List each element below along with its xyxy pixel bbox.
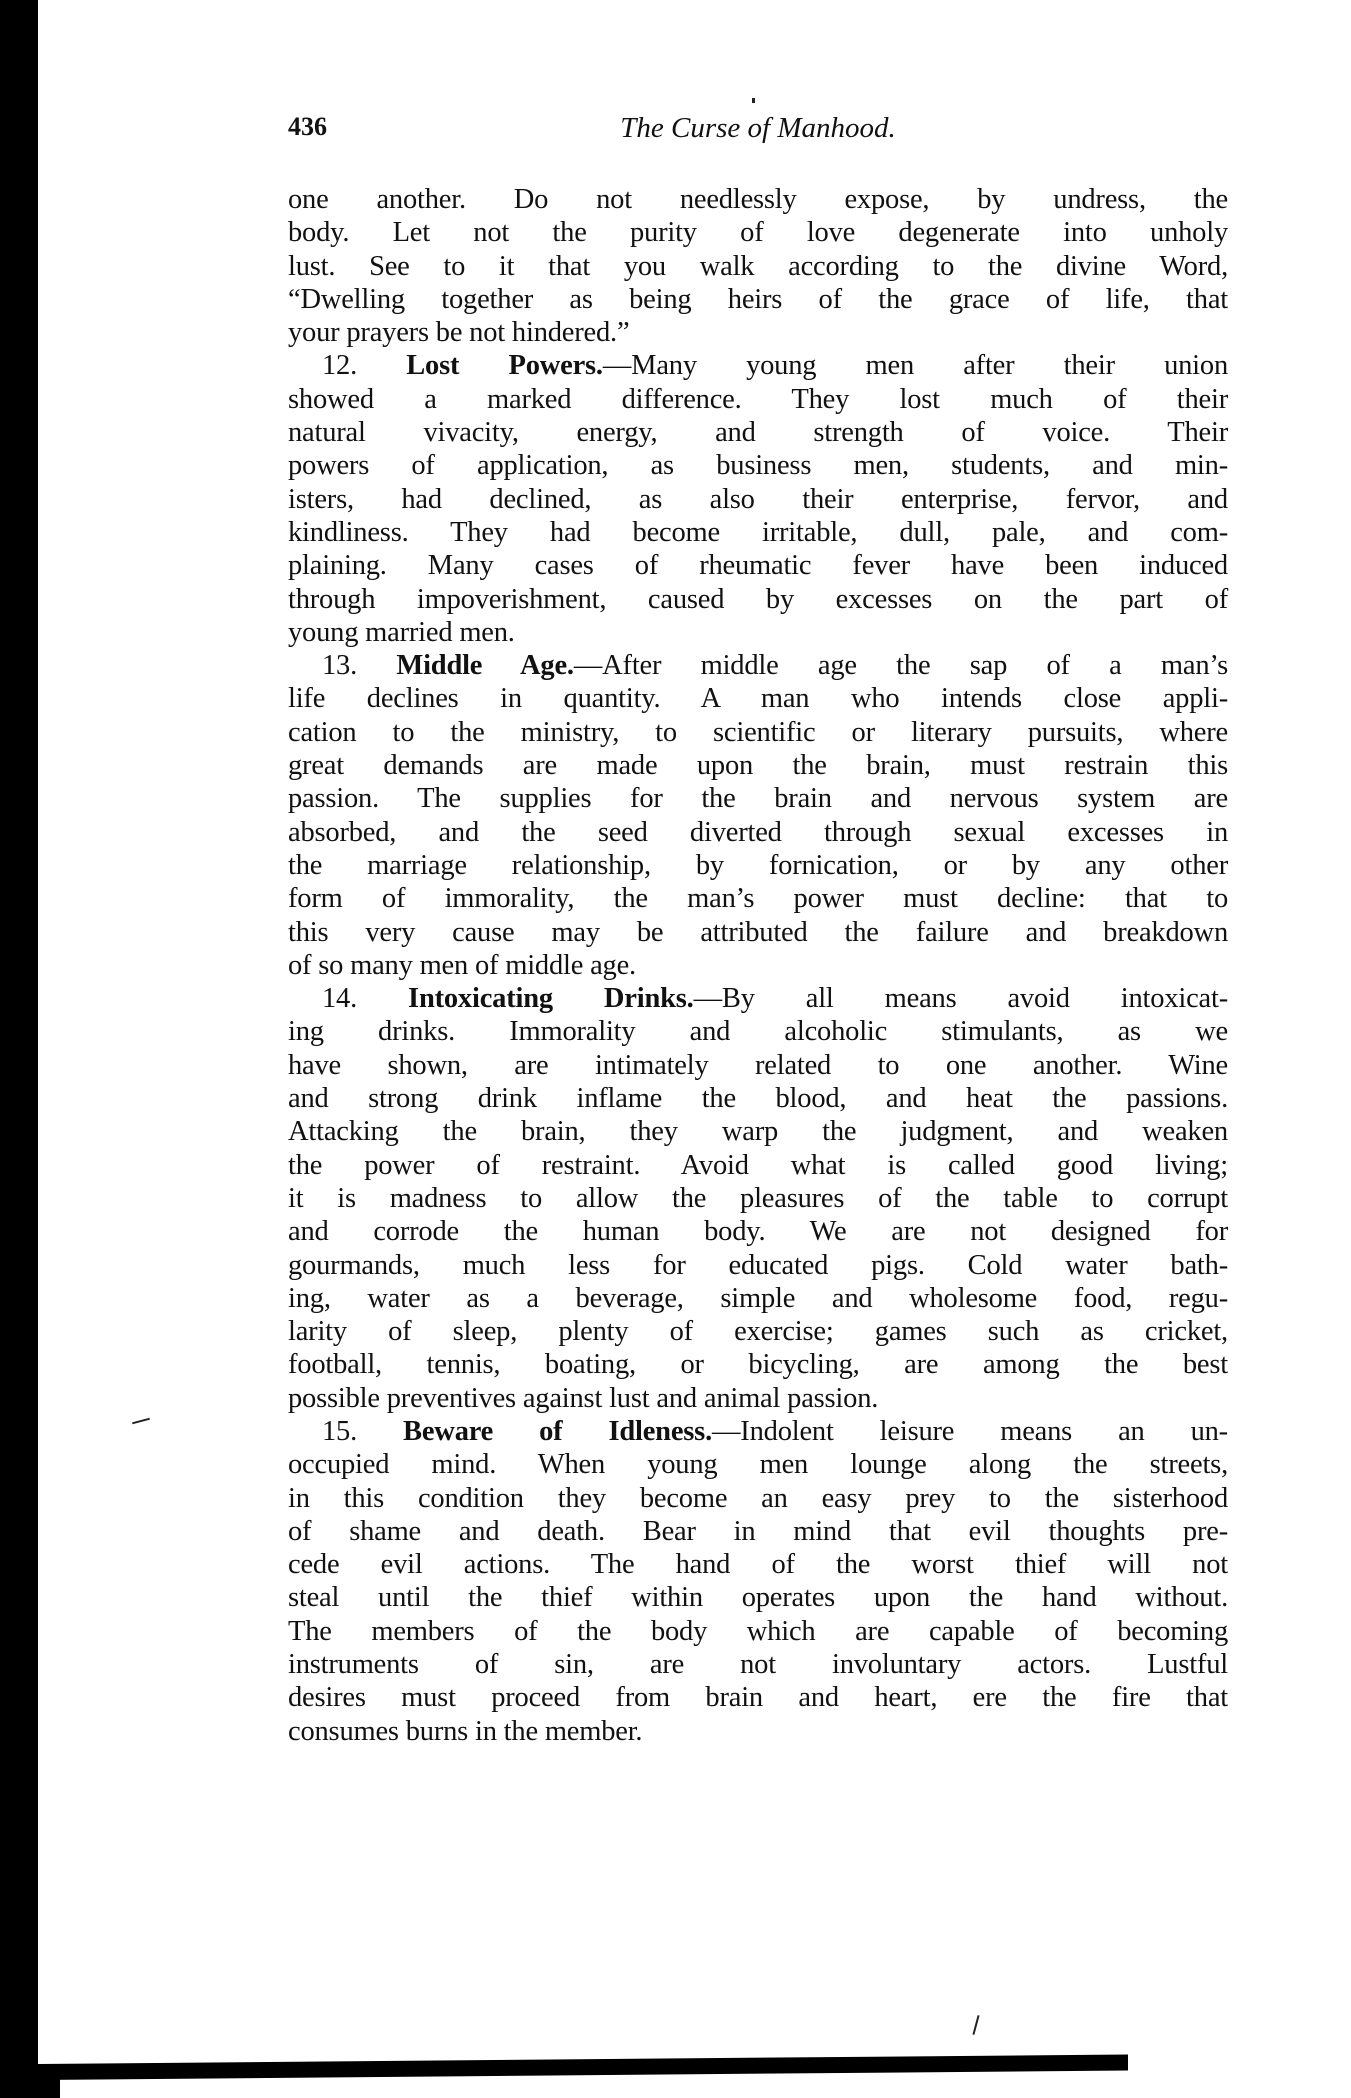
text-line: kindliness. They had become irritable, dull, pale, and com-	[288, 516, 1228, 548]
paragraph	[288, 183, 1228, 349]
text-line: gourmands, much less for educated pigs. Cold water bath-	[288, 1249, 1228, 1281]
text-run: —Many young men after their union	[602, 350, 1228, 382]
text-line: body. Let not the purity of love degenerate into unholy	[288, 217, 1228, 249]
numbered-paragraph	[288, 649, 1228, 982]
text-line: young married men.	[288, 616, 515, 648]
paragraph-heading-line	[288, 349, 1228, 382]
running-title: The Curse of Manhood.	[620, 112, 896, 144]
text-line: isters, had declined, as also their enterprise, fervor, and	[288, 483, 1228, 515]
body-text	[288, 183, 1228, 1748]
text-line: “Dwelling together as being heirs of the grace of life, that	[288, 283, 1228, 315]
text-line: occupied mind. When young men lounge along the streets,	[288, 1449, 1228, 1481]
text-run: —After middle age the sap of a man’s	[573, 650, 1228, 682]
numbered-paragraph	[288, 1415, 1228, 1748]
text-line: and corrode the human body. We are not designed for	[288, 1216, 1228, 1248]
text-line: one another. Do not needlessly expose, by undress, the	[288, 184, 1228, 215]
scan-edge-left	[0, 0, 38, 2098]
text-line: larity of sleep, plenty of exercise; games such as cricket,	[288, 1316, 1228, 1348]
text-line: your prayers be not hindered.”	[288, 317, 630, 349]
paragraph-heading: Beware of Idleness.	[403, 1415, 712, 1447]
text-line: steal until the thief within operates upon the hand without.	[288, 1582, 1228, 1614]
text-line: natural vivacity, energy, and strength of voice. Their	[288, 417, 1228, 449]
text-line: cation to the ministry, to scientific or literary pursuits, where	[288, 716, 1228, 748]
text-line: The members of the body which are capable of becoming	[288, 1615, 1228, 1647]
ink-speck	[752, 98, 755, 103]
text-line: cede evil actions. The hand of the worst thief will not	[288, 1549, 1228, 1581]
text-line: powers of application, as business men, students, and min-	[288, 450, 1228, 482]
text-line: instruments of sin, are not involuntary actors. Lustful	[288, 1649, 1228, 1681]
text-line: lust. See to it that you walk according to the divine Word,	[288, 250, 1228, 282]
text-line: and strong drink inflame the blood, and heat the passions.	[288, 1083, 1228, 1115]
paragraph-heading-line	[288, 982, 1228, 1015]
text-line: have shown, are intimately related to one another. Wine	[288, 1049, 1228, 1081]
paragraph-heading: Intoxicating Drinks.	[408, 983, 694, 1015]
text-line: football, tennis, boating, or bicycling, are among the best	[288, 1349, 1228, 1381]
text-line: absorbed, and the seed diverted through sexual excesses in	[288, 816, 1228, 848]
text-line: this very cause may be attributed the failure and breakdown	[288, 916, 1228, 948]
text-line: in this condition they become an easy prey to the sisterhood	[288, 1482, 1228, 1514]
text-line: of shame and death. Bear in mind that evil thoughts pre-	[288, 1515, 1228, 1547]
text-line: the marriage relationship, by fornication, or by any other	[288, 849, 1228, 881]
text-line: Attacking the brain, they warp the judgment, and weaken	[288, 1116, 1228, 1148]
paragraph-heading-line	[288, 1415, 1228, 1448]
page-number: 436	[288, 112, 327, 141]
text-line: life declines in quantity. A man who intends close appli-	[288, 683, 1228, 715]
ink-mark	[132, 1418, 150, 1425]
paragraph-heading-line	[288, 649, 1228, 682]
text-line: showed a marked difference. They lost much of their	[288, 383, 1228, 415]
paragraph-number: 12.	[322, 350, 358, 382]
text-line: ing, water as a beverage, simple and wholesome food, regu-	[288, 1282, 1228, 1314]
numbered-paragraph	[288, 349, 1228, 649]
text-line: desires must proceed from brain and heart, ere the fire that	[288, 1682, 1228, 1714]
paragraph-heading: Middle Age.	[396, 650, 574, 682]
text-line: form of immorality, the man’s power must decline: that to	[288, 883, 1228, 915]
paragraph-number: 14.	[322, 983, 358, 1015]
text-line: of so many men of middle age.	[288, 949, 636, 981]
paragraph-heading: Lost Powers.	[406, 350, 603, 382]
text-line: the power of restraint. Avoid what is called good living;	[288, 1149, 1228, 1181]
text-line: through impoverishment, caused by excesses on the part of	[288, 583, 1228, 615]
scan-edge-bottom	[38, 2054, 1128, 2080]
text-line: great demands are made upon the brain, must restrain this	[288, 750, 1228, 782]
text-line: possible preventives against lust and animal passion.	[288, 1382, 879, 1414]
text-line: passion. The supplies for the brain and nervous system are	[288, 783, 1228, 815]
text-line: plaining. Many cases of rheumatic fever have been induced	[288, 550, 1228, 582]
text-line: ing drinks. Immorality and alcoholic stimulants, as we	[288, 1016, 1228, 1048]
page-header	[288, 112, 1228, 152]
paragraph-number: 15.	[322, 1415, 358, 1447]
text-run: —By all means avoid intoxicat-	[693, 983, 1229, 1015]
ink-mark	[972, 2015, 979, 2035]
text-run: —Indolent leisure means an un-	[712, 1415, 1228, 1447]
numbered-paragraph	[288, 982, 1228, 1415]
text-line: it is madness to allow the pleasures of the table to corrupt	[288, 1182, 1228, 1214]
paragraph-number: 13.	[322, 650, 358, 682]
text-line: consumes burns in the member.	[288, 1715, 643, 1747]
